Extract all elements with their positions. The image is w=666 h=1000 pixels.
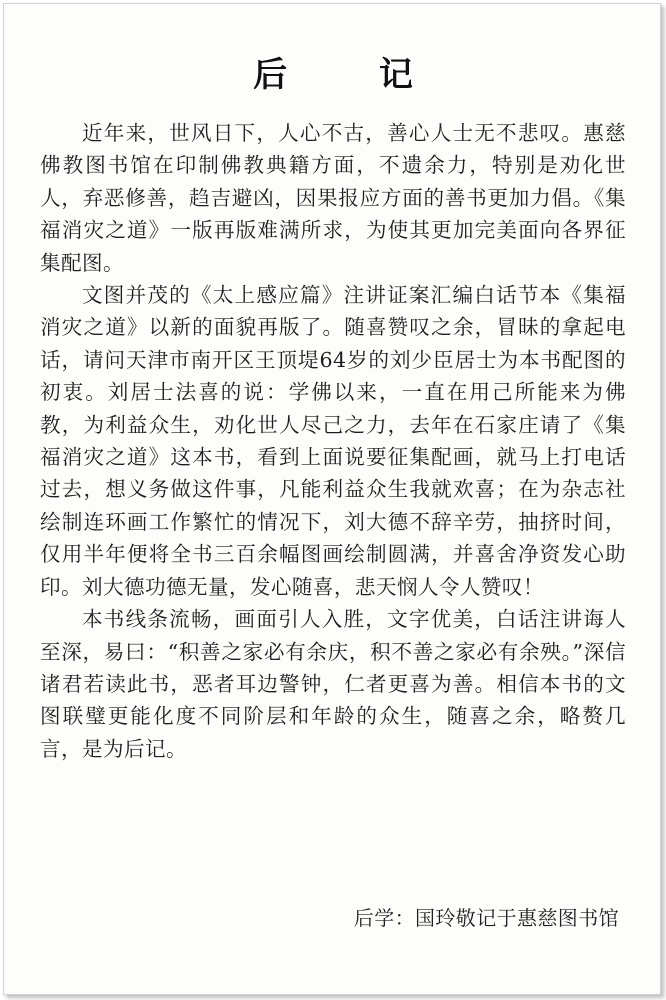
signature: 后学：国玲敬记于惠慈图书馆 [353,906,619,930]
body-text [40,117,626,765]
paragraph-2: 文图并茂的《太上感应篇》注讲证案汇编白话节本《集福消灾之道》以新的面貌再版了。随喜赞叹之余，冒昧的拿起电话，请问天津市南开区王顶堤64岁的刘少臣居士为本书配图的初衷。刘居士法喜的说：学佛以来，一直在用己所能来为佛教，为利益众生，劝化世人尽己之力，去年在石家庄请了《集福消灾之道》这本书，看到上面说要征集配画，就马上打电话过去，想义务做这件事，凡能利益众生我就欢喜；在为杂志社绘制连环画工作繁忙的情况下，刘大德不辞辛劳，抽挤时间，仅用半年便将全书三百余幅图画绘制圆满，并喜舍净资发心助印。刘大德功德无量，发心随喜，悲天悯人令人赞叹！ [40,283,626,599]
page-title: 后 记 [253,55,453,95]
paragraph-1: 近年来，世风日下，人心不古，善心人士无不悲叹。惠慈佛教图书馆在印制佛教典籍方面，不遗余力，特别是劝化世人，弃恶修善，趋吉避凶，因果报应方面的善书更加力倡。《集福消灾之道》一版再版难满所求，为使其更加完美面向各界征集配图。 [40,121,626,275]
paragraph-3: 本书线条流畅，画面引人入胜，文字优美，白话注讲诲人至深，易曰：“积善之家必有余庆，积不善之家必有余殃。”深信诸君若读此书，恶者耳边警钟，仁者更喜为善。相信本书的文图联璧更能化度不同阶层和年龄的众生，随喜之余，略赘几言，是为后记。 [40,607,626,761]
